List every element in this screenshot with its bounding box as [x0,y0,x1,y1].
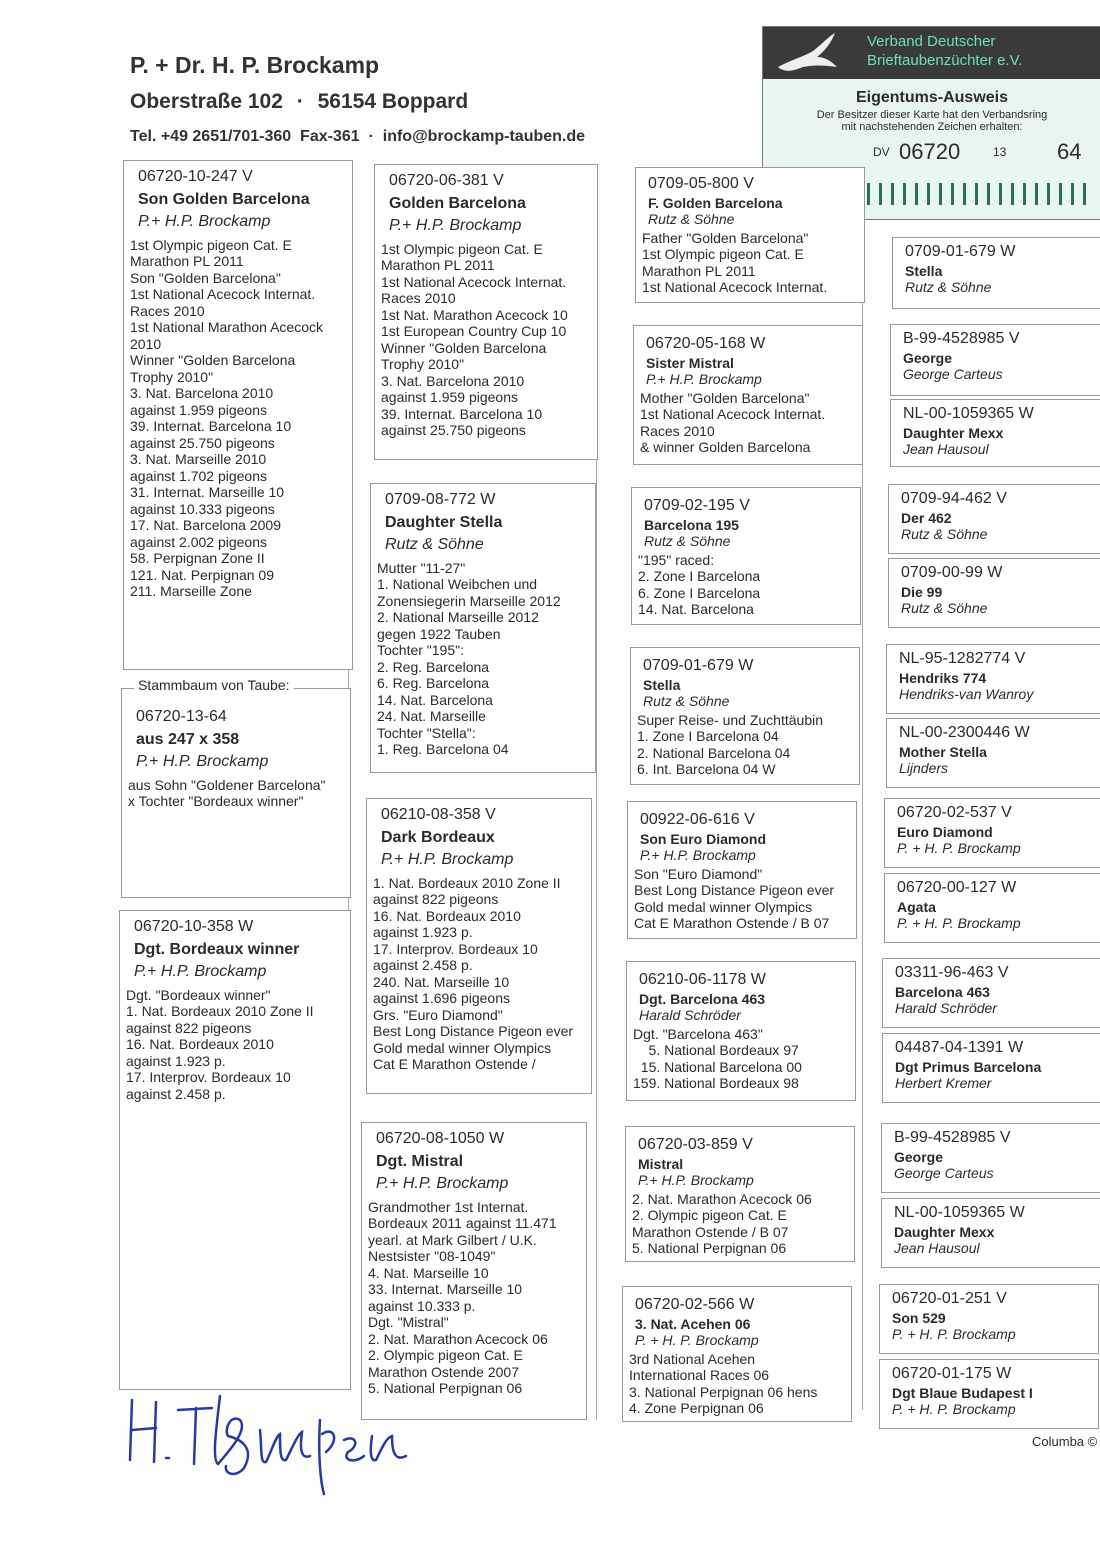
association-name: Verband Deutscher Brieftaubenzüchter e.V. [867,33,1023,69]
achievement: Races 2010 [130,302,205,319]
achievement: against 2.458 p. [373,957,473,973]
parent-card-sire [123,160,353,670]
g4-card [892,237,1100,309]
achievement: Winner "Golden Barcelona [130,352,296,368]
ring-number: 0709-02-195 V [644,497,750,514]
achievement: 1st European Country Cup 10 [381,323,567,339]
breeder: Hendriks-van Wanroy [899,686,1034,702]
great-grandparent-card [630,647,860,785]
achievement: 3. Nat. Marseille 2010 [130,451,267,467]
pigeon-name: Hendriks 774 [899,669,987,686]
great-grandparent-card [625,1126,855,1262]
achievement: against 25.750 pigeons [130,434,275,451]
breeder: P. + H. P. Brockamp [897,915,1021,931]
achievement: 3. National Perpignan 06 hens [629,1383,818,1400]
pigeon-name: Barcelona 195 [644,516,739,533]
achievement: 16. Nat. Bordeaux 2010 [373,907,521,924]
achievement: 2. Reg. Barcelona [377,658,490,675]
ring-number: 06720-08-1050 W [376,1130,505,1147]
pigeon-name: Die 99 [901,583,943,600]
pigeon-name: Dgt. Bordeaux winner [134,940,300,958]
achievement: 39. Internat. Barcelona 10 [381,405,543,422]
parent-card-dam [119,910,351,1390]
address-street: Oberstraße 102 [130,90,283,113]
ring-number: 0709-00-99 W [901,564,1003,581]
achievement: Gold medal winner Olympics [634,898,813,915]
ring-number: 06210-08-358 V [381,806,496,823]
g4-card [888,484,1100,554]
g4-card [881,1123,1100,1193]
pigeon-name: 3. Nat. Acehen 06 [635,1315,751,1332]
achievement: Best Long Distance Pigeon ever [373,1023,574,1039]
achievement: 1st National Acecock Internat. [640,406,826,422]
achievement: Trophy 2010" [130,368,214,385]
pigeon-name: Stella [905,262,943,279]
ring-number: 0709-94-462 V [901,490,1007,507]
pigeon-name: Son 529 [892,1309,946,1326]
achievement: 4. Nat. Marseille 10 [368,1264,489,1281]
breeder: Rutz & Söhne [643,693,730,709]
achievement: 31. Internat. Marseille 10 [130,484,285,500]
achievement: 17. Interprov. Bordeaux 10 [126,1069,291,1085]
breeder: P. + H. P. Brockamp [635,1332,759,1348]
grandparent-card [361,1122,587,1420]
grandparent-card [370,483,596,773]
pigeon-name: Dgt. Mistral [376,1152,464,1170]
contact-line: Tel. +49 2651/701-360 Fax-361 · info@brockamp-tauben.de [130,128,586,145]
g4-card [886,718,1100,788]
achievement: against 2.002 pigeons [130,533,267,550]
pigeon-name: Son Euro Diamond [640,830,766,847]
ring-number: 06720-00-127 W [897,879,1017,896]
breeder: P.+ H.P. Brockamp [134,963,267,980]
breeder: Rutz & Söhne [385,536,484,553]
g4-card [882,1033,1100,1103]
achievement: International Races 06 [629,1367,770,1383]
pigeon-name: Dgt Blaue Budapest I [892,1384,1033,1401]
breeder: Rutz & Söhne [901,526,988,542]
subject-ring: 06720-13-64 [136,708,227,725]
achievement: Marathon Ostende / B 07 [632,1223,789,1240]
achievement: 1. Nat. Bordeaux 2010 Zone II [373,874,561,891]
subject-breeder: P.+ H.P. Brockamp [136,753,269,770]
g4-card [884,798,1100,868]
ring-number: 0709-01-679 W [905,243,1016,260]
pigeon-name: F. Golden Barcelona [648,194,783,211]
ring-number: NL-00-1059365 W [903,405,1034,422]
achievement: yearl. at Mark Gilbert / U.K. [368,1231,537,1248]
achievement: Zonensiegerin Marseille 2012 [377,592,561,609]
achievement: 1st National Acecock Internat. [642,279,828,295]
address-city: 56154 Boppard [317,90,469,113]
achievement: & winner Golden Barcelona [640,439,811,455]
achievement: 1st Olympic pigeon Cat. E [130,236,292,253]
achievement: 2. Olympic pigeon Cat. E [368,1347,523,1363]
pigeon-name: Mother Stella [899,743,987,760]
achievement: Grs. "Euro Diamond" [373,1006,503,1023]
breeder: Lijnders [899,760,949,776]
achievement: 6. Reg. Barcelona [377,675,490,691]
card-subtitle: Der Besitzer dieser Karte hat den Verbandsring mit nachstehenden Zeichen erhalten: [816,109,1048,133]
pigeon-name: Daughter Mexx [903,424,1004,441]
ring-number: NL-00-2300446 W [899,724,1030,741]
great-grandparent-card [626,961,856,1101]
g4-card [890,324,1100,396]
ring-number: 06720-03-859 V [638,1136,753,1153]
pigeon-name: George [894,1148,944,1165]
copyright-footer: Columba © [1032,1434,1098,1449]
great-grandparent-card [627,801,857,939]
breeder: Harald Schröder [639,1007,741,1023]
achievement: 3. Nat. Barcelona 2010 [381,372,525,389]
achievement: 5. National Perpignan 06 [632,1240,787,1256]
pedigree-label: Stammbaum von Taube: [134,677,294,693]
g4-card [888,558,1100,628]
breeder: Jean Hausoul [903,441,989,457]
ring-number: NL-00-1059365 W [894,1204,1025,1221]
achievement: Mother "Golden Barcelona" [640,389,810,406]
g4-card [879,1359,1099,1429]
handwritten-signature [120,1390,440,1500]
achievement: 1. Reg. Barcelona 04 [377,741,509,757]
breeder: Rutz & Söhne [905,279,992,295]
pigeon-name: Mistral [638,1155,684,1172]
great-grandparent-card [631,487,861,625]
breeder: P. + H. P. Brockamp [897,840,1021,856]
achievement: 16. Nat. Bordeaux 2010 [126,1036,274,1052]
breeder: Herbert Kremer [895,1075,992,1091]
breeder: P.+ H.P. Brockamp [389,217,522,234]
achievement: 1st Olympic pigeon Cat. E [642,246,804,262]
achievement: Races 2010 [381,290,456,306]
breeder: Harald Schröder [895,1000,997,1016]
achievement: Nestsister "08-1049" [368,1248,496,1264]
ring-number: 06720-02-566 W [635,1296,755,1313]
ring-number: 0709-05-800 V [648,175,754,192]
pigeon-name: Dgt Primus Barcelona [895,1058,1042,1075]
card-banner [763,27,1100,79]
breeder: George Carteus [894,1165,994,1181]
card-number: 64 [1057,139,1082,164]
achievement: against 10.333 p. [368,1297,476,1314]
achievement: 2. Olympic pigeon Cat. E [632,1207,787,1223]
achievement: 1. Nat. Bordeaux 2010 Zone II [126,1003,314,1019]
achievement: 2. Zone I Barcelona [638,568,761,584]
achievement: 3rd National Acehen [629,1350,756,1367]
achievement: 121. Nat. Perpignan 09 [130,566,274,583]
achievement: 3. Nat. Barcelona 2010 [130,385,274,401]
achievement: 211. Marseille Zone [130,583,252,599]
pigeon-name: Agata [897,898,936,915]
achievement: 2010 [130,335,162,352]
breeder: P.+ H.P. Brockamp [381,851,514,868]
achievement: against 1.923 p. [373,924,473,940]
pigeon-name: Daughter Stella [385,513,503,531]
ring-number: 0709-08-772 W [385,491,496,508]
achievement: Dgt. "Barcelona 463" [633,1025,763,1042]
great-grandparent-card [635,167,865,303]
breeder: George Carteus [903,366,1003,382]
g4-card [886,644,1100,714]
ring-number: 06720-01-175 W [892,1365,1012,1382]
achievement: Races 2010 [640,422,715,439]
pigeon-name: Dark Bordeaux [381,828,495,846]
pigeon-name: Stella [643,676,681,693]
dove-logo-icon [773,29,843,79]
ring-number: B-99-4528985 V [903,330,1020,347]
achievement: 1st Olympic pigeon Cat. E [381,240,543,257]
pigeon-name: Son Golden Barcelona [138,190,310,208]
breeder: P. + H. P. Brockamp [892,1401,1016,1417]
achievement: Tochter "195": [377,642,464,658]
breeder-name: P. + Dr. H. P. Brockamp [130,52,380,78]
ring-number: 06720-10-247 V [138,168,253,185]
card-title: Eigentums-Ausweis [855,89,1009,106]
achievement: Mutter "11-27" [377,559,466,576]
achievement: Dgt. "Mistral" [368,1314,449,1330]
achievement: 1. Zone I Barcelona 04 [637,728,779,744]
breeder: P.+ H.P. Brockamp [376,1175,509,1192]
pigeon-name: Euro Diamond [897,823,993,840]
ring-number: 06720-10-358 W [134,918,254,935]
g4-card [881,1198,1100,1268]
achievement: Best Long Distance Pigeon ever [634,882,835,898]
achievement: Dgt. "Bordeaux winner" [126,986,271,1003]
pigeon-name: Barcelona 463 [895,983,990,1000]
achievement: 4. Zone Perpignan 06 [629,1400,764,1416]
ring-number: 0709-01-679 W [643,657,754,674]
grandparent-card [374,164,598,460]
achievement: 5. National Perpignan 06 [368,1380,523,1396]
ring-number: 06210-06-1178 W [639,971,766,988]
card-club: 06720 [899,139,961,164]
achievement: against 1.959 pigeons [381,389,518,405]
achievement: Grandmother 1st Internat. [368,1198,529,1215]
achievement: against 822 pigeons [126,1019,252,1036]
achievement: against 10.333 pigeons [130,500,275,517]
achievement: 14. Nat. Barcelona [377,691,493,708]
achievement: gegen 1922 Tauben [377,625,501,642]
ring-number: NL-95-1282774 V [899,650,1026,667]
ring-number: 06720-05-168 W [646,335,766,352]
achievement: Cat E Marathon Ostende / B 07 [634,915,830,931]
achievement: Cat E Marathon Ostende / [373,1056,536,1072]
achievement: 24. Nat. Marseille [377,708,486,724]
achievement: Tochter "Stella": [377,724,476,741]
g4-card [884,873,1100,943]
achievement: Marathon Ostende 2007 [368,1363,519,1380]
achievement: Gold medal winner Olympics [373,1039,552,1056]
pigeon-name: Sister Mistral [646,354,734,371]
subject-name: aus 247 x 358 [136,730,240,748]
achievement: Son "Euro Diamond" [634,865,763,882]
achievement: Son "Golden Barcelona" [130,269,281,286]
address-separator: · [296,90,304,113]
achievement: 2. National Barcelona 04 [637,744,791,761]
breeder: P. + H. P. Brockamp [892,1326,1016,1342]
breeder: Rutz & Söhne [644,533,731,549]
breeder: Rutz & Söhne [901,600,988,616]
achievement: 2. Nat. Marathon Acecock 06 [632,1190,812,1207]
subject-line: x Tochter "Bordeaux winner" [128,793,304,809]
card-dv: DV [873,145,890,159]
achievement: 159. National Bordeaux 98 [633,1075,799,1091]
ring-number: 00922-06-616 V [640,811,755,828]
g4-card [882,958,1100,1028]
achievement: Trophy 2010" [381,356,465,372]
achievement: "195" raced: [638,551,715,568]
achievement: 15. National Barcelona 00 [633,1058,802,1075]
achievement: 2. Nat. Marathon Acecock 06 [368,1330,548,1347]
achievement: Marathon PL 2011 [381,257,495,273]
g4-card [879,1284,1099,1354]
great-grandparent-card [633,325,863,465]
achievement: Bordeaux 2011 against 11.471 [368,1215,557,1231]
breeder: P.+ H.P. Brockamp [646,371,762,387]
subject-card [121,688,351,898]
ring-number: B-99-4528985 V [894,1129,1011,1146]
achievement: Father "Golden Barcelona" [642,229,809,246]
ring-number: 03311-96-463 V [895,964,1009,981]
ring-number: 06720-02-537 V [897,804,1012,821]
achievement: 17. Nat. Barcelona 2009 [130,517,281,533]
pigeon-name: Daughter Mexx [894,1223,995,1240]
pigeon-name: George [903,349,953,366]
great-grandparent-card [622,1286,852,1422]
achievement: against 25.750 pigeons [381,422,526,438]
achievement: 6. Int. Barcelona 04 W [637,761,776,777]
achievement: 2. National Marseille 2012 [377,609,539,625]
pigeon-name: Dgt. Barcelona 463 [639,990,766,1007]
achievement: against 1.702 pigeons [130,467,267,484]
ring-number: 06720-01-251 V [892,1290,1007,1307]
achievement: against 1.696 pigeons [373,990,510,1006]
achievement: Marathon PL 2011 [642,262,756,279]
pigeon-name: Der 462 [901,509,952,526]
address-line [130,90,468,114]
achievement: 1. National Weibchen und [377,576,538,592]
g4-card [890,399,1100,467]
achievement: against 1.959 pigeons [130,401,267,418]
breeder: P.+ H.P. Brockamp [638,1172,754,1188]
achievement: 5. National Bordeaux 97 [633,1042,799,1058]
achievement: against 1.923 p. [126,1052,226,1069]
achievement: Winner "Golden Barcelona [381,339,547,356]
achievement: against 822 pigeons [373,891,499,907]
achievement: 1st National Acecock Internat. [381,273,567,290]
achievement: Marathon PL 2011 [130,253,244,269]
breeder: Jean Hausoul [894,1240,980,1256]
achievement: 58. Perpignan Zone II [130,550,265,566]
breeder: Rutz & Söhne [648,211,735,227]
card-year: 13 [993,145,1007,159]
achievement: 33. Internat. Marseille 10 [368,1281,523,1297]
achievement: 39. Internat. Barcelona 10 [130,418,292,434]
achievement: 1st National Acecock Internat. [130,286,316,302]
breeder: P.+ H.P. Brockamp [640,847,756,863]
achievement: 17. Interprov. Bordeaux 10 [373,940,538,957]
ring-number: 06720-06-381 V [389,172,504,189]
subject-line: aus Sohn "Goldener Barcelona" [128,776,326,793]
breeder: P.+ H.P. Brockamp [138,213,271,230]
achievement: against 2.458 p. [126,1085,226,1102]
pigeon-name: Golden Barcelona [389,194,526,212]
grandparent-card [366,798,592,1094]
achievement: 1st Nat. Marathon Acecock 10 [381,306,568,323]
ring-number: 04487-04-1391 W [895,1039,1024,1056]
achievement: 14. Nat. Barcelona [638,601,754,617]
achievement: Super Reise- und Zuchttäubin [637,711,823,728]
achievement: 1st National Marathon Acecock [130,319,323,335]
achievement: 240. Nat. Marseille 10 [373,973,510,990]
achievement: 6. Zone I Barcelona [638,584,761,601]
